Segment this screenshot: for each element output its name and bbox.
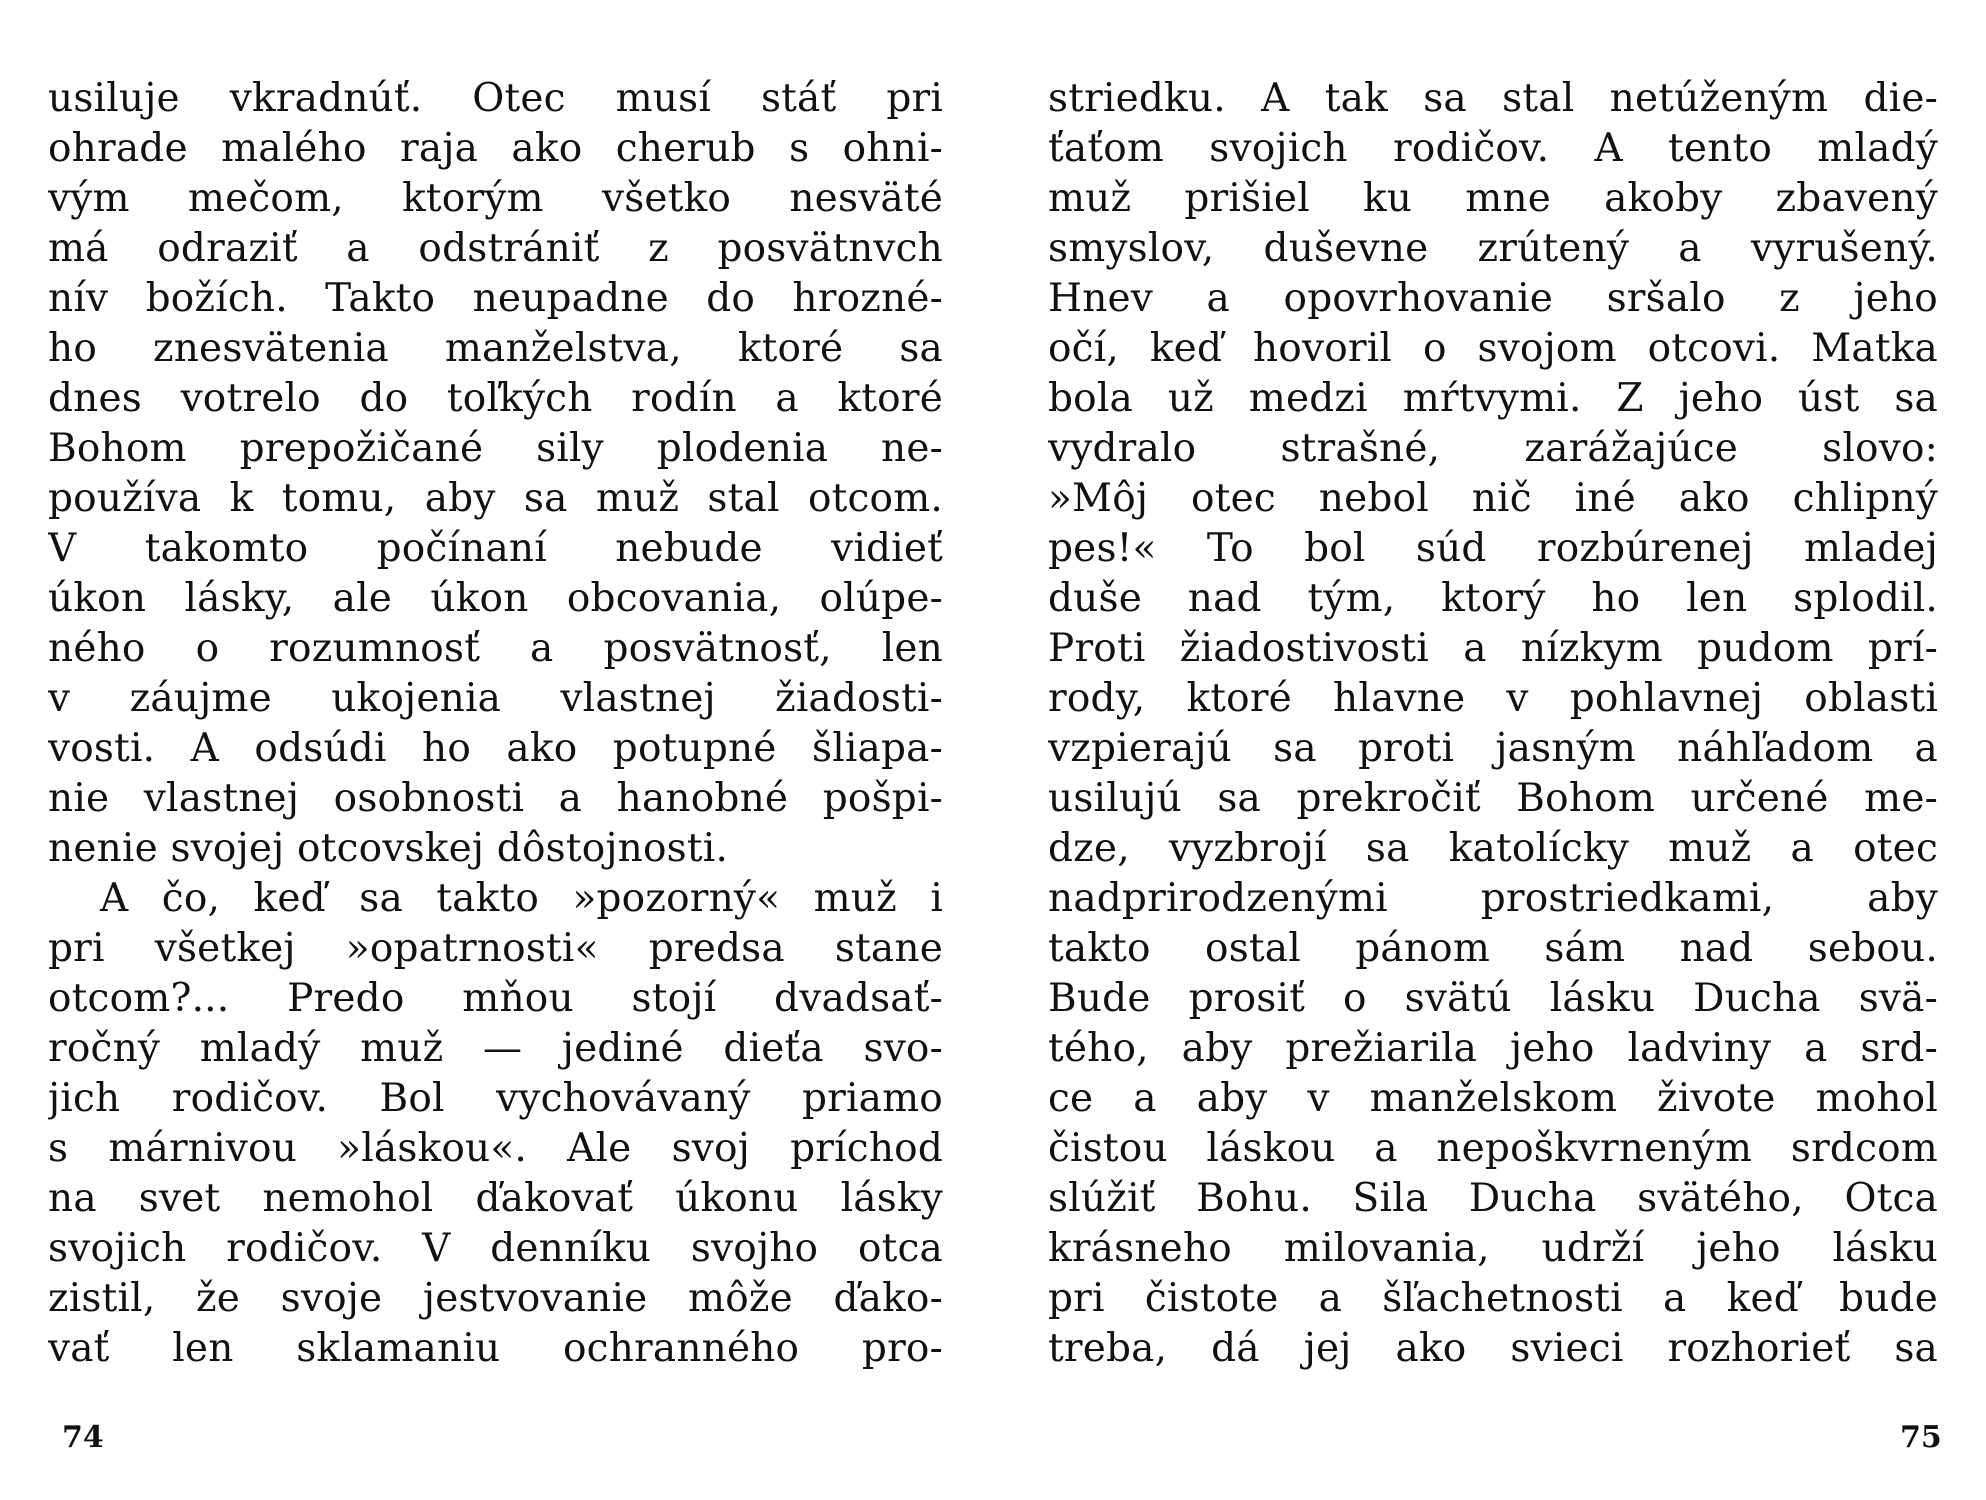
text-line: bola už medzi mŕtvymi. Z jeho úst sa	[1048, 376, 1938, 421]
text-line: nív božích. Takto neupadne do hrozné-	[48, 276, 943, 321]
text-line: dze, vyzbrojí sa katolícky muž a otec	[1048, 826, 1938, 871]
text-line: usiluje vkradnúť. Otec musí stáť pri	[48, 76, 943, 121]
text-line: Proti žiadostivosti a nízkym pudom prí-	[1048, 626, 1938, 671]
text-line: slúžiť Bohu. Sila Ducha svätého, Otca	[1048, 1176, 1938, 1221]
text-line: pri všetkej »opatrnosti« predsa stane	[48, 926, 943, 971]
right-page-text	[1048, 74, 1938, 1374]
text-line: otcom?... Predo mňou stojí dvadsať-	[48, 976, 943, 1021]
text-line: jich rodičov. Bol vychovávaný priamo	[48, 1076, 943, 1121]
text-line: úkon lásky, ale úkon obcovania, olúpe-	[48, 576, 943, 621]
text-line: má odraziť a odstrániť z posvätnvch	[48, 226, 943, 271]
text-line: V takomto počínaní nebude vidieť	[48, 526, 943, 571]
text-line: nadprirodzenými prostriedkami, aby	[1048, 876, 1938, 921]
text-line: smyslov, duševne zrútený a vyrušený.	[1048, 226, 1938, 271]
text-line: muž prišiel ku mne akoby zbavený	[1048, 176, 1938, 221]
text-line: v záujme ukojenia vlastnej žiadosti-	[48, 676, 943, 721]
text-line: používa k tomu, aby sa muž stal otcom.	[48, 476, 943, 521]
text-line: takto ostal pánom sám nad sebou.	[1048, 926, 1938, 971]
left-page	[48, 0, 968, 1500]
text-line: Bohom prepožičané sily plodenia ne-	[48, 426, 943, 471]
text-line: zistil, že svoje jestvovanie môže ďako-	[48, 1276, 943, 1321]
text-line: ohrade malého raja ako cherub s ohni-	[48, 126, 943, 171]
text-line: »Môj otec nebol nič iné ako chlipný	[1048, 476, 1938, 521]
text-line: Hnev a opovrhovanie sršalo z jeho	[1048, 276, 1938, 321]
text-line: s márnivou »láskou«. Ale svoj príchod	[48, 1126, 943, 1171]
text-line: vzpierajú sa proti jasným náhľadom a	[1048, 726, 1938, 771]
text-line: usilujú sa prekročiť Bohom určené me-	[1048, 776, 1938, 821]
text-line: rody, ktoré hlavne v pohlavnej oblasti	[1048, 676, 1938, 721]
text-line: očí, keď hovoril o svojom otcovi. Matka	[1048, 326, 1938, 371]
text-line: vať len sklamaniu ochranného pro-	[48, 1326, 943, 1371]
left-page-number: 74	[62, 1420, 104, 1455]
text-line: tého, aby prežiarila jeho ladviny a srd-	[1048, 1026, 1938, 1071]
text-line: ce a aby v manželskom živote mohol	[1048, 1076, 1938, 1121]
text-line: ročný mladý muž — jediné dieťa svo-	[48, 1026, 943, 1071]
right-page-number: 75	[1900, 1420, 1942, 1455]
text-line: nenie svojej otcovskej dôstojnosti.	[48, 826, 729, 871]
text-line: treba, dá jej ako svieci rozhorieť sa	[1048, 1326, 1938, 1371]
left-page-text	[48, 74, 943, 1374]
text-line: ťaťom svojich rodičov. A tento mladý	[1048, 126, 1938, 171]
text-line: Bude prosiť o svätú lásku Ducha svä-	[1048, 976, 1938, 1021]
text-line: vydralo strašné, zarážajúce slovo:	[1048, 426, 1938, 471]
text-line: vým mečom, ktorým všetko nesväté	[48, 176, 943, 221]
text-line: pri čistote a šľachetnosti a keď bude	[1048, 1276, 1938, 1321]
text-line: svojich rodičov. V denníku svojho otca	[48, 1226, 943, 1271]
text-line: čistou láskou a nepoškvrneným srdcom	[1048, 1126, 1938, 1171]
text-line: nie vlastnej osobnosti a hanobné pošpi-	[48, 776, 943, 821]
text-line: vosti. A odsúdi ho ako potupné šliapa-	[48, 726, 943, 771]
text-line: ného o rozumnosť a posvätnosť, len	[48, 626, 943, 671]
text-line: duše nad tým, ktorý ho len splodil.	[1048, 576, 1938, 621]
text-line: striedku. A tak sa stal netúženým die-	[1048, 76, 1938, 121]
text-line: dnes votrelo do toľkých rodín a ktoré	[48, 376, 943, 421]
right-page	[1048, 0, 1968, 1500]
text-line: A čo, keď sa takto »pozorný« muž i	[100, 876, 943, 921]
text-line: ho znesvätenia manželstva, ktoré sa	[48, 326, 943, 371]
text-line: krásneho milovania, udrží jeho lásku	[1048, 1226, 1938, 1271]
text-line: na svet nemohol ďakovať úkonu lásky	[48, 1176, 943, 1221]
text-line: pes!« To bol súd rozbúrenej mladej	[1048, 526, 1938, 571]
